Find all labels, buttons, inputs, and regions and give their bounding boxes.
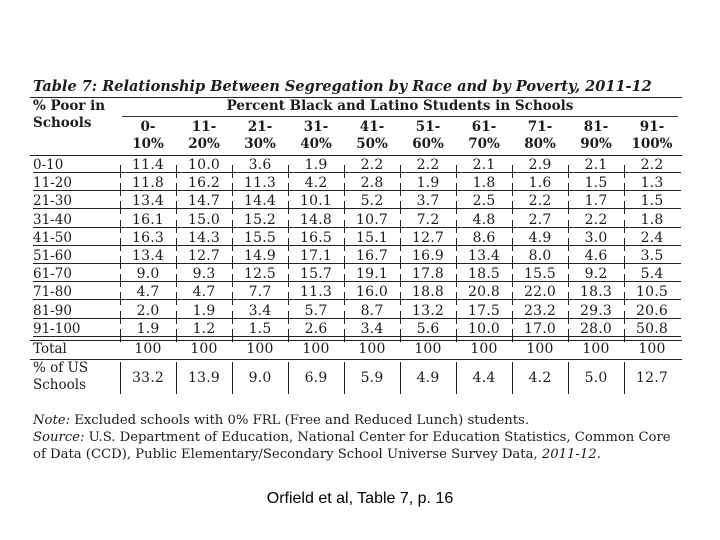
row-label: 61-70 <box>33 266 72 283</box>
share-cell: 9.0 <box>248 370 272 386</box>
table-cell: 18.8 <box>412 284 444 301</box>
column-divider-tick <box>344 362 345 394</box>
row-underline <box>33 263 681 264</box>
table-notes <box>33 412 683 463</box>
table-cell: 13.4 <box>132 248 164 264</box>
row-label: 21-30 <box>33 193 72 210</box>
column-header <box>403 119 453 153</box>
total-cell: 100 <box>302 341 330 357</box>
table-cell: 28.0 <box>580 320 612 337</box>
source-line <box>33 429 683 463</box>
column-header-line: 11- <box>191 119 217 135</box>
column-divider-tick <box>120 362 121 394</box>
table-cell: 15.1 <box>356 229 388 246</box>
column-header-line: 31- <box>303 119 329 135</box>
table-cell: 4.7 <box>192 284 216 301</box>
share-top-rule <box>30 359 682 360</box>
table-cell: 17.5 <box>468 302 500 319</box>
table-cell: 16.2 <box>188 175 220 192</box>
table-cell: 23.2 <box>524 302 556 319</box>
table-cell: 5.7 <box>304 302 328 319</box>
table-row <box>30 158 682 173</box>
column-header <box>459 119 509 153</box>
table-cell: 20.8 <box>468 284 500 301</box>
total-cell: 100 <box>246 341 274 357</box>
table-cell: 3.4 <box>248 302 272 319</box>
column-header-line: 21- <box>247 119 273 135</box>
column-header <box>179 119 229 153</box>
table-cell: 1.8 <box>640 211 664 228</box>
table-cell: 3.5 <box>640 248 664 264</box>
column-header <box>627 119 677 153</box>
column-divider-tick <box>456 362 457 394</box>
table-cell: 5.6 <box>416 320 440 337</box>
share-cell: 33.2 <box>132 370 164 386</box>
header-bottom-rule <box>30 155 682 156</box>
total-cell: 100 <box>414 341 442 357</box>
table-cell: 22.0 <box>524 284 556 301</box>
column-header-line: 41- <box>359 119 385 135</box>
table-cell: 14.9 <box>244 248 276 264</box>
table-cell: 13.4 <box>132 193 164 210</box>
row-underline <box>33 227 681 228</box>
total-cell: 100 <box>638 341 666 357</box>
column-header-line: 100% <box>631 136 673 152</box>
row-label: 81-90 <box>33 302 72 319</box>
table-title-text: Relationship Between Segregation by Race and by Poverty, 2011-12 <box>102 78 652 95</box>
total-row <box>30 342 682 357</box>
table-cell: 5.2 <box>360 193 384 210</box>
column-header <box>347 119 397 153</box>
row-header-line-1: % Poor in <box>33 98 106 114</box>
share-cell: 12.7 <box>636 370 668 386</box>
table-cell: 4.7 <box>136 284 160 301</box>
table-cell: 2.5 <box>472 193 496 210</box>
column-divider-tick <box>176 362 177 394</box>
row-underline <box>33 245 681 246</box>
total-cell: 100 <box>358 341 386 357</box>
table-cell: 2.7 <box>528 211 552 228</box>
column-header-line: 60% <box>412 136 444 152</box>
row-label: 41-50 <box>33 229 72 246</box>
table-row <box>30 304 682 319</box>
table-cell: 2.2 <box>528 193 552 210</box>
share-cell: 4.2 <box>528 370 552 386</box>
table-cell: 11.4 <box>132 157 164 173</box>
column-divider-tick <box>568 362 569 394</box>
row-label: 11-20 <box>33 175 72 192</box>
table-cell: 12.7 <box>188 248 220 264</box>
table-cell: 18.3 <box>580 284 612 301</box>
table-cell: 1.5 <box>640 193 664 210</box>
table-cell: 17.1 <box>300 248 332 264</box>
table-cell: 11.8 <box>132 175 164 192</box>
share-cell: 5.9 <box>360 370 384 386</box>
note-label: Note: <box>33 413 71 428</box>
table-cell: 9.3 <box>192 266 216 283</box>
source-year: 2011-12. <box>541 447 601 462</box>
share-label <box>33 360 88 394</box>
total-cell: 100 <box>134 341 162 357</box>
table-cell: 14.3 <box>188 229 220 246</box>
total-cell: 100 <box>470 341 498 357</box>
table-cell: 3.0 <box>584 229 608 246</box>
table-cell: 2.1 <box>584 157 608 173</box>
table-cell: 2.2 <box>640 157 664 173</box>
note-line <box>33 412 683 429</box>
column-header-line: 91- <box>639 119 665 135</box>
total-top-rule <box>30 340 682 341</box>
note-text: Excluded schools with 0% FRL (Free and Reduced Lunch) students. <box>74 413 530 428</box>
table-cell: 9.2 <box>584 266 608 283</box>
table-cell: 2.9 <box>528 157 552 173</box>
table-cell: 10.0 <box>188 157 220 173</box>
column-header-line: 80% <box>524 136 556 152</box>
table-row <box>30 267 682 282</box>
table-cell: 1.9 <box>416 175 440 192</box>
column-header <box>515 119 565 153</box>
table-cell: 3.4 <box>360 320 384 337</box>
column-divider-tick <box>624 362 625 394</box>
table-cell: 16.1 <box>132 211 164 228</box>
table-cell: 18.5 <box>468 266 500 283</box>
column-header-line: 70% <box>468 136 500 152</box>
table-cell: 10.1 <box>300 193 332 210</box>
table-cell: 9.0 <box>136 266 160 283</box>
table-cell: 13.2 <box>412 302 444 319</box>
column-header-line: 71- <box>527 119 553 135</box>
source-label: Source: <box>33 430 85 445</box>
table-cell: 19.1 <box>356 266 388 283</box>
share-label-line: % of US <box>33 360 89 376</box>
table-cell: 10.0 <box>468 320 500 337</box>
total-cell: 100 <box>526 341 554 357</box>
slide-caption: Orfield et al, Table 7, p. 16 <box>266 490 454 507</box>
row-label: 91-100 <box>33 320 81 337</box>
table-cell: 10.7 <box>356 211 388 228</box>
table-cell: 1.9 <box>192 302 216 319</box>
share-cell: 6.9 <box>304 370 328 386</box>
column-header-line: 40% <box>300 136 332 152</box>
table-cell: 1.3 <box>640 175 664 192</box>
table-cell: 29.3 <box>580 302 612 319</box>
row-label: 51-60 <box>33 248 72 264</box>
table-title-label: Table 7: <box>33 78 98 95</box>
table-cell: 11.3 <box>244 175 276 192</box>
table-cell: 2.2 <box>416 157 440 173</box>
table-cell: 2.0 <box>136 302 160 319</box>
table-cell: 15.0 <box>188 211 220 228</box>
table-row <box>30 194 682 209</box>
share-cell: 13.9 <box>188 370 220 386</box>
table-cell: 7.2 <box>416 211 440 228</box>
group-header: Percent Black and Latino Students in Schools <box>226 98 574 114</box>
table-row <box>30 322 682 337</box>
column-header-line: 61- <box>471 119 497 135</box>
column-header-line: 30% <box>244 136 276 152</box>
column-header-line: 90% <box>580 136 612 152</box>
table-cell: 4.8 <box>472 211 496 228</box>
table-cell: 16.5 <box>300 229 332 246</box>
column-header-line: 10% <box>132 136 164 152</box>
table-cell: 14.7 <box>188 193 220 210</box>
table-cell: 2.2 <box>360 157 384 173</box>
table-row <box>30 285 682 300</box>
column-header <box>291 119 341 153</box>
row-header-line-2: Schools <box>33 115 92 131</box>
total-cell: 100 <box>190 341 218 357</box>
row-header <box>33 98 123 132</box>
segregation-table-image <box>30 78 682 466</box>
table-cell: 7.7 <box>248 284 272 301</box>
table-cell: 1.6 <box>528 175 552 192</box>
table-cell: 4.9 <box>528 229 552 246</box>
table-cell: 17.0 <box>524 320 556 337</box>
share-row <box>30 360 682 394</box>
table-cell: 16.0 <box>356 284 388 301</box>
table-cell: 1.7 <box>584 193 608 210</box>
column-divider-tick <box>232 362 233 394</box>
total-label: Total <box>33 341 67 357</box>
column-divider-tick <box>288 362 289 394</box>
table-cell: 1.5 <box>584 175 608 192</box>
table-cell: 12.5 <box>244 266 276 283</box>
column-divider-tick <box>400 362 401 394</box>
table-cell: 2.4 <box>640 229 664 246</box>
table-cell: 2.2 <box>584 211 608 228</box>
column-header-line: 20% <box>188 136 220 152</box>
column-header <box>123 119 173 153</box>
column-header-line: 51- <box>415 119 441 135</box>
table-cell: 13.4 <box>468 248 500 264</box>
column-header-line: 0- <box>140 119 156 135</box>
table-cell: 15.5 <box>244 229 276 246</box>
table-cell: 8.7 <box>360 302 384 319</box>
table-cell: 20.6 <box>636 302 668 319</box>
table-title <box>33 78 652 95</box>
table-cell: 1.9 <box>304 157 328 173</box>
row-underline <box>33 190 681 191</box>
table-cell: 5.4 <box>640 266 664 283</box>
column-header-line: 50% <box>356 136 388 152</box>
column-header-line: 81- <box>583 119 609 135</box>
column-divider-tick <box>512 362 513 394</box>
table-row <box>30 249 682 264</box>
table-cell: 50.8 <box>636 320 668 337</box>
table-cell: 14.4 <box>244 193 276 210</box>
table-cell: 3.6 <box>248 157 272 173</box>
share-label-line: Schools <box>33 377 87 393</box>
table-row <box>30 231 682 246</box>
table-cell: 10.5 <box>636 284 668 301</box>
table-cell: 4.2 <box>304 175 328 192</box>
table-cell: 11.3 <box>300 284 332 301</box>
table-cell: 14.8 <box>300 211 332 228</box>
row-underline <box>33 336 681 337</box>
table-cell: 8.6 <box>472 229 496 246</box>
table-cell: 16.9 <box>412 248 444 264</box>
row-underline <box>33 318 681 319</box>
table-cell: 2.1 <box>472 157 496 173</box>
table-cell: 16.7 <box>356 248 388 264</box>
row-underline <box>33 172 681 173</box>
group-header-rule <box>122 116 678 117</box>
table-cell: 2.6 <box>304 320 328 337</box>
source-text: U.S. Department of Education, National Center for Education Statistics, Common Core of Data (CCD), Public Elementary/Secondary School Universe Survey Data, <box>33 430 671 462</box>
row-underline <box>33 281 681 282</box>
share-cell: 4.4 <box>472 370 496 386</box>
table-cell: 1.2 <box>192 320 216 337</box>
table-cell: 1.9 <box>136 320 160 337</box>
total-cell: 100 <box>582 341 610 357</box>
table-cell: 15.2 <box>244 211 276 228</box>
table-cell: 16.3 <box>132 229 164 246</box>
table-cell: 12.7 <box>412 229 444 246</box>
table-cell: 3.7 <box>416 193 440 210</box>
table-cell: 2.8 <box>360 175 384 192</box>
table-cell: 15.5 <box>524 266 556 283</box>
table-cell: 15.7 <box>300 266 332 283</box>
row-label: 31-40 <box>33 211 72 228</box>
table-cell: 1.8 <box>472 175 496 192</box>
row-underline <box>33 208 681 209</box>
row-label: 0-10 <box>33 157 64 173</box>
row-underline <box>33 299 681 300</box>
column-header <box>235 119 285 153</box>
table-row <box>30 213 682 228</box>
table-cell: 4.6 <box>584 248 608 264</box>
table-row <box>30 176 682 191</box>
column-header <box>571 119 621 153</box>
row-label: 71-80 <box>33 284 72 301</box>
share-cell: 5.0 <box>584 370 608 386</box>
table-cell: 1.5 <box>248 320 272 337</box>
share-cell: 4.9 <box>416 370 440 386</box>
table-cell: 8.0 <box>528 248 552 264</box>
table-cell: 17.8 <box>412 266 444 283</box>
